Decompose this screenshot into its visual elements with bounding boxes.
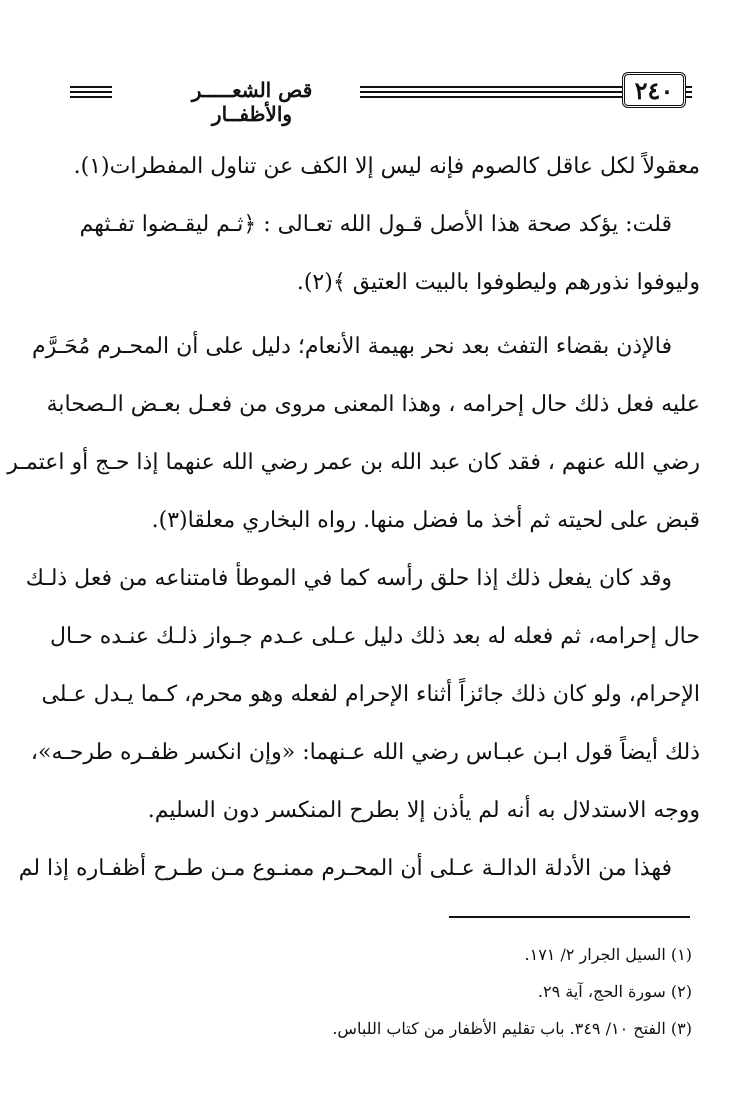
text-line: قبض على لحيته ثم أخذ ما فضل منها. رواه البخاري معلقا(٣). <box>151 508 700 533</box>
footnote: (١) السيل الجرار ٢/ ١٧١. <box>524 945 692 964</box>
footnote: (٣) الفتح ١٠/ ٣٤٩. باب تقليم الأظفار من كتاب اللباس. <box>332 1019 692 1038</box>
header-rule-left <box>70 86 112 101</box>
text-line: ذلك أيضاً قول ابـن عبـاس رضي الله عـنهما: «وإن انكسر ظفـره طرحـه»، <box>30 740 700 765</box>
footnote: (٢) سورة الحج، آية ٢٩. <box>537 982 692 1001</box>
footnote-separator <box>449 916 690 918</box>
text-line: رضي الله عنهم ، فقد كان عبد الله بن عمر رضي الله عنهما إذا حـج أو اعتمـر <box>7 450 700 475</box>
page-header <box>62 72 692 126</box>
text-line: فهذا من الأدلة الدالـة عـلى أن المحـرم ممنـوع مـن طـرح أظفـاره إذا لم <box>18 856 672 881</box>
header-rule-edge <box>686 86 692 101</box>
body-text <box>7 138 700 898</box>
text-line: الإحرام، ولو كان ذلك جائزاً أثناء الإحرام لفعله وهو محرم، كـما يـدل عـلى <box>41 682 700 707</box>
text-line: وليوفوا نذورهم وليطوفوا بالبيت العتيق ﴾(٢). <box>296 270 700 295</box>
text-line: قلت: يؤكد صحة هذا الأصل قـول الله تعـالى : ﴿ثـم ليقـضوا تفـثهم <box>79 212 672 237</box>
text-line: حال إحرامه، ثم فعله له بعد ذلك دليل عـلى عـدم جـواز ذلـك عنـده حـال <box>49 624 700 649</box>
header-rule-right <box>360 86 622 101</box>
text-line: وقد كان يفعل ذلك إذا حلق رأسه كما في الموطأ فامتناعه من فعل ذلـك <box>25 566 672 591</box>
footnotes <box>260 936 692 1047</box>
text-line: فالإذن بقضاء التفث بعد نحر بهيمة الأنعام؛ دليل على أن المحـرم مُحَـرَّم <box>31 334 672 359</box>
text-line: معقولاً لكل عاقل كالصوم فإنه ليس إلا الكف عن تناول المفطرات(١). <box>73 154 700 179</box>
text-line: ووجه الاستدلال به أنه لم يأذن إلا بطرح المنكسر دون السليم. <box>147 798 700 823</box>
page-number: ٢٤٠ <box>622 72 686 108</box>
text-line: عليه فعل ذلك حال إحرامه ، وهذا المعنى مروى من فعـل بعـض الـصحابة <box>46 392 700 417</box>
running-title: قص الشعـــــر والأظفــار <box>191 78 313 126</box>
